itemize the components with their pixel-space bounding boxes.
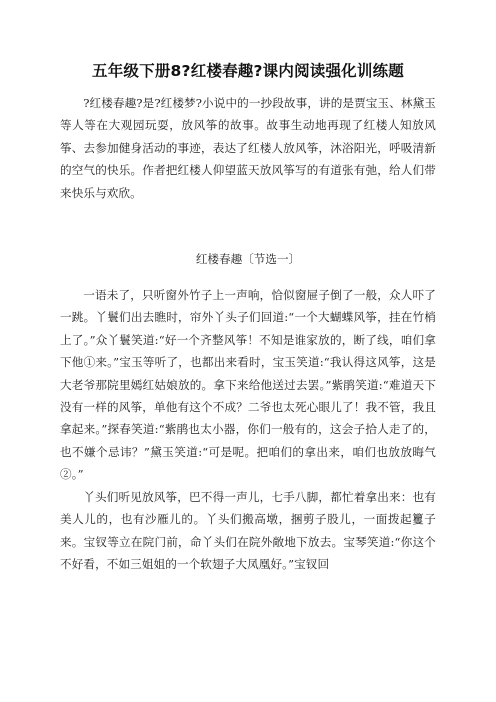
section-spacer xyxy=(60,204,436,248)
document-title: 五年级下册8?红楼春趣?课内阅读强化训练题 xyxy=(92,62,404,80)
intro-paragraph: ?红楼春趣?是?红楼梦?小说中的一抄段故事，讲的是贾宝玉、林黛玉等人等在大观园玩耍，放风筝的故事。故事生动地再现了红楼人知放风筝、去参加健身活动的事迹，表达了红楼人放风筝，沐浴阳光，呼吸清新的空气的快乐。作者把红楼人仰望蓝天放风筝写的有道张有弛，给人们带来快乐与欢欣。 xyxy=(60,96,436,200)
section-heading: 红楼春趣〔节选一〕 xyxy=(195,252,301,267)
body-paragraph-2: 丫头们听见放风筝，巴不得一声儿，七手八脚，都忙着拿出来：也有美人儿的，也有沙雁儿的。丫头们搬高墩，捆剪子股儿，一面拨起籰子来。宝钗等立在院门前，命丫头们在院外敞地下放去。宝琴笑道:“你这个不好看，不如三姐姐的一个软翅子大凤凰好。”宝钗回 xyxy=(60,489,436,571)
body-paragraph-1: 一语未了，只听窗外竹子上一声响，恰似窗屉子倒了一般，众人吓了一跳。丫鬟们出去瞧时，帘外丫头子们回道:“一个大蝴蝶风筝，挂在竹梢上了。”众丫鬟笑道:“好一个齐整风筝！不知是谁家放的，断了线，咱们拿下他①来。”宝玉等听了，也都出来看时，宝玉笑道:“我认得这风筝，这是大老爷那院里嫣红姑娘放的。拿下来给他送过去罢。”紫鹃笑道:“难道天下没有一样的风筝，单他有这个不成？二爷也太死心眼儿了！我不管，我且拿起来。”探春笑道:“紫鹃也太小器，你们一般有的，这会子拾人走了的，也不嫌个忌讳？”黛玉笑道:“可是呢。把咱们的拿出来，咱们也放放晦气②。” xyxy=(60,288,436,482)
